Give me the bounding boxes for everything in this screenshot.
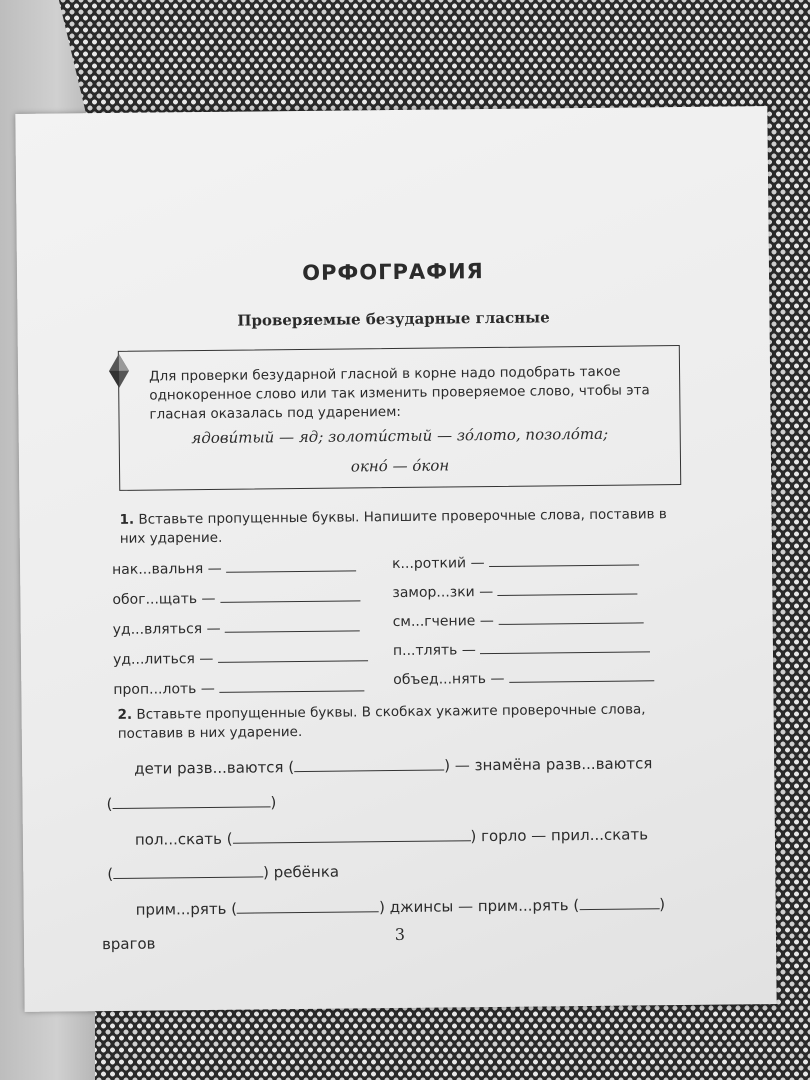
answer-blank[interactable] <box>498 610 643 625</box>
task-2-line <box>134 754 652 777</box>
task-2-fragment: ) <box>659 895 666 914</box>
task-2-line <box>136 895 666 919</box>
task-1-word: п...тлять — <box>392 642 476 660</box>
task-1-word: см...гчение — <box>392 612 494 631</box>
answer-blank[interactable] <box>294 758 444 773</box>
answer-blank[interactable] <box>489 552 639 567</box>
task-1-right-row <box>393 610 644 630</box>
task-2-fragment: пол...скать ( <box>134 829 233 849</box>
answer-blank[interactable] <box>237 899 379 913</box>
task-2-fragment: прим...рять ( <box>135 899 238 919</box>
rule-box <box>118 345 681 491</box>
rule-example-1: ядови́тый — яд; золоти́стый — зо́лото, позоло́та; <box>191 424 609 448</box>
task-1-left-row <box>113 648 368 668</box>
answer-blank[interactable] <box>498 581 638 595</box>
task-1-number: 1. <box>119 511 135 528</box>
task-1-word: уд...литься — <box>112 650 214 668</box>
task-2-text: Вставьте пропущенные буквы. В скобках укажите проверочные слова, поставив в них ударение. <box>117 701 646 742</box>
answer-blank[interactable] <box>220 588 360 602</box>
task-2-fragment: ) — знамёна разв...ваются <box>444 754 653 775</box>
task-2-fragment: ) ребёнка <box>263 862 340 882</box>
page-number: 3 <box>394 924 406 945</box>
task-1-left-row <box>112 588 360 608</box>
task-2-fragment: ( <box>106 794 113 814</box>
task-2-fragment: врагов <box>101 934 156 954</box>
rule-example-2: окно́ — о́кон <box>350 456 450 476</box>
page-title: ОРФОГРАФИЯ <box>302 259 484 285</box>
task-2-number: 2. <box>117 706 133 723</box>
task-2-fragment: ( <box>107 864 114 884</box>
task-1-word: уд...вляться — <box>112 620 221 638</box>
task-1-left-row <box>113 678 364 698</box>
task-1-right-row <box>392 552 639 572</box>
task-1-word: замор...зки — <box>392 583 494 602</box>
task-1-left-row <box>113 618 361 638</box>
task-2-line <box>106 793 276 813</box>
task-1-word: объед...нять — <box>393 670 505 689</box>
task-1-right-row <box>393 668 654 688</box>
answer-blank[interactable] <box>232 828 470 843</box>
task-1-right-row <box>393 639 651 659</box>
task-1-word: обог...щать — <box>112 590 216 608</box>
task-2-fragment: ) горло — прил...скать <box>470 825 649 846</box>
answer-blank[interactable] <box>509 668 654 683</box>
book-page <box>15 106 776 1012</box>
answer-blank[interactable] <box>579 896 659 910</box>
section-title: Проверяемые безударные гласные <box>237 308 550 330</box>
task-1-instruction <box>119 505 679 549</box>
answer-blank[interactable] <box>226 558 356 572</box>
answer-blank[interactable] <box>480 639 650 654</box>
task-2-fragment: дети разв...ваются ( <box>134 758 295 778</box>
task-1-right-row <box>392 581 637 601</box>
answer-blank[interactable] <box>113 864 263 879</box>
task-1-left-row <box>112 558 356 578</box>
task-2-line <box>107 863 339 883</box>
rule-text: Для проверки безударной гласной в корне надо подобрать такое однокоренное слово или так изменить проверяемое слово, чтобы эта гласная оказалась под ударением: <box>148 363 650 423</box>
task-1-word: к...роткий — <box>391 555 485 573</box>
page-content <box>15 106 776 1012</box>
task-1-word: нак...вальня — <box>112 560 222 578</box>
diamond-icon <box>109 354 129 388</box>
task-1-text: Вставьте пропущенные буквы. Напишите проверочные слова, поставив в них ударение. <box>119 506 667 547</box>
answer-blank[interactable] <box>225 618 360 632</box>
task-2-line <box>135 825 648 848</box>
answer-blank[interactable] <box>112 794 270 809</box>
task-2-fragment: ) <box>270 793 277 812</box>
task-2-instruction <box>118 700 698 744</box>
answer-blank[interactable] <box>218 648 368 663</box>
task-1-word: проп...лоть — <box>113 680 215 698</box>
task-2-fragment: ) джинсы — прим...рять ( <box>379 896 580 917</box>
answer-blank[interactable] <box>219 678 364 693</box>
